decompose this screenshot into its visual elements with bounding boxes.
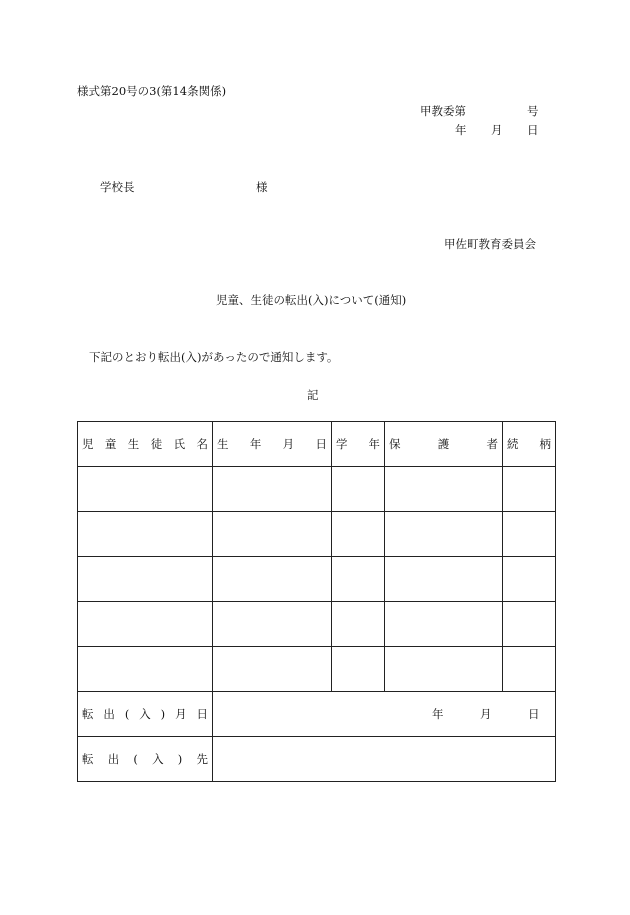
table-header-row [78, 422, 556, 467]
date-year: 年 [455, 123, 467, 137]
header-student-name: 児童生徒氏名 [78, 422, 213, 467]
addressee-honorific: 様 [256, 180, 268, 194]
cell-guardian[interactable] [385, 467, 503, 512]
transfer-date-day: 日 [528, 707, 540, 721]
cell-grade[interactable] [332, 647, 385, 692]
date-day: 日 [527, 123, 539, 137]
header-birthdate: 生年月日 [213, 422, 332, 467]
cell-grade[interactable] [332, 467, 385, 512]
cell-student-name[interactable] [78, 512, 213, 557]
ki-heading: 記 [307, 388, 319, 402]
cell-student-name[interactable] [78, 647, 213, 692]
table-row [78, 512, 556, 557]
header-relationship: 続柄 [503, 422, 556, 467]
doc-number-prefix: 甲教委第 [420, 104, 466, 118]
sender-name: 甲佐町教育委員会 [444, 237, 536, 251]
cell-grade[interactable] [332, 557, 385, 602]
doc-number-suffix: 号 [527, 104, 539, 118]
cell-student-name[interactable] [78, 467, 213, 512]
transfer-table [77, 421, 556, 782]
cell-birthdate[interactable] [213, 557, 332, 602]
transfer-date-row [78, 692, 556, 737]
destination-label: 転出(入)先 [78, 737, 213, 782]
table-row [78, 602, 556, 647]
cell-relationship[interactable] [503, 647, 556, 692]
body-text: 下記のとおり転出(入)があったので通知します。 [89, 350, 339, 364]
cell-grade[interactable] [332, 512, 385, 557]
cell-birthdate[interactable] [213, 647, 332, 692]
destination-value[interactable] [213, 737, 556, 782]
cell-student-name[interactable] [78, 602, 213, 647]
subject-line: 児童、生徒の転出(入)について(通知) [216, 293, 407, 307]
addressee-title: 学校長 [100, 180, 135, 194]
transfer-date-value[interactable] [213, 692, 556, 737]
cell-birthdate[interactable] [213, 602, 332, 647]
cell-birthdate[interactable] [213, 467, 332, 512]
form-label: 様式第20号の3(第14条関係) [77, 84, 227, 98]
date-month: 月 [491, 123, 503, 137]
cell-guardian[interactable] [385, 557, 503, 602]
cell-relationship[interactable] [503, 602, 556, 647]
table-row [78, 647, 556, 692]
transfer-date-year: 年 [432, 707, 444, 721]
cell-guardian[interactable] [385, 647, 503, 692]
table-row [78, 557, 556, 602]
transfer-date-label: 転出(入)月日 [78, 692, 213, 737]
transfer-date-month: 月 [480, 707, 492, 721]
cell-relationship[interactable] [503, 512, 556, 557]
cell-student-name[interactable] [78, 557, 213, 602]
header-grade: 学年 [332, 422, 385, 467]
cell-birthdate[interactable] [213, 512, 332, 557]
cell-grade[interactable] [332, 602, 385, 647]
cell-guardian[interactable] [385, 602, 503, 647]
destination-row [78, 737, 556, 782]
cell-relationship[interactable] [503, 467, 556, 512]
header-guardian: 保護者 [385, 422, 503, 467]
cell-relationship[interactable] [503, 557, 556, 602]
table-row [78, 467, 556, 512]
cell-guardian[interactable] [385, 512, 503, 557]
